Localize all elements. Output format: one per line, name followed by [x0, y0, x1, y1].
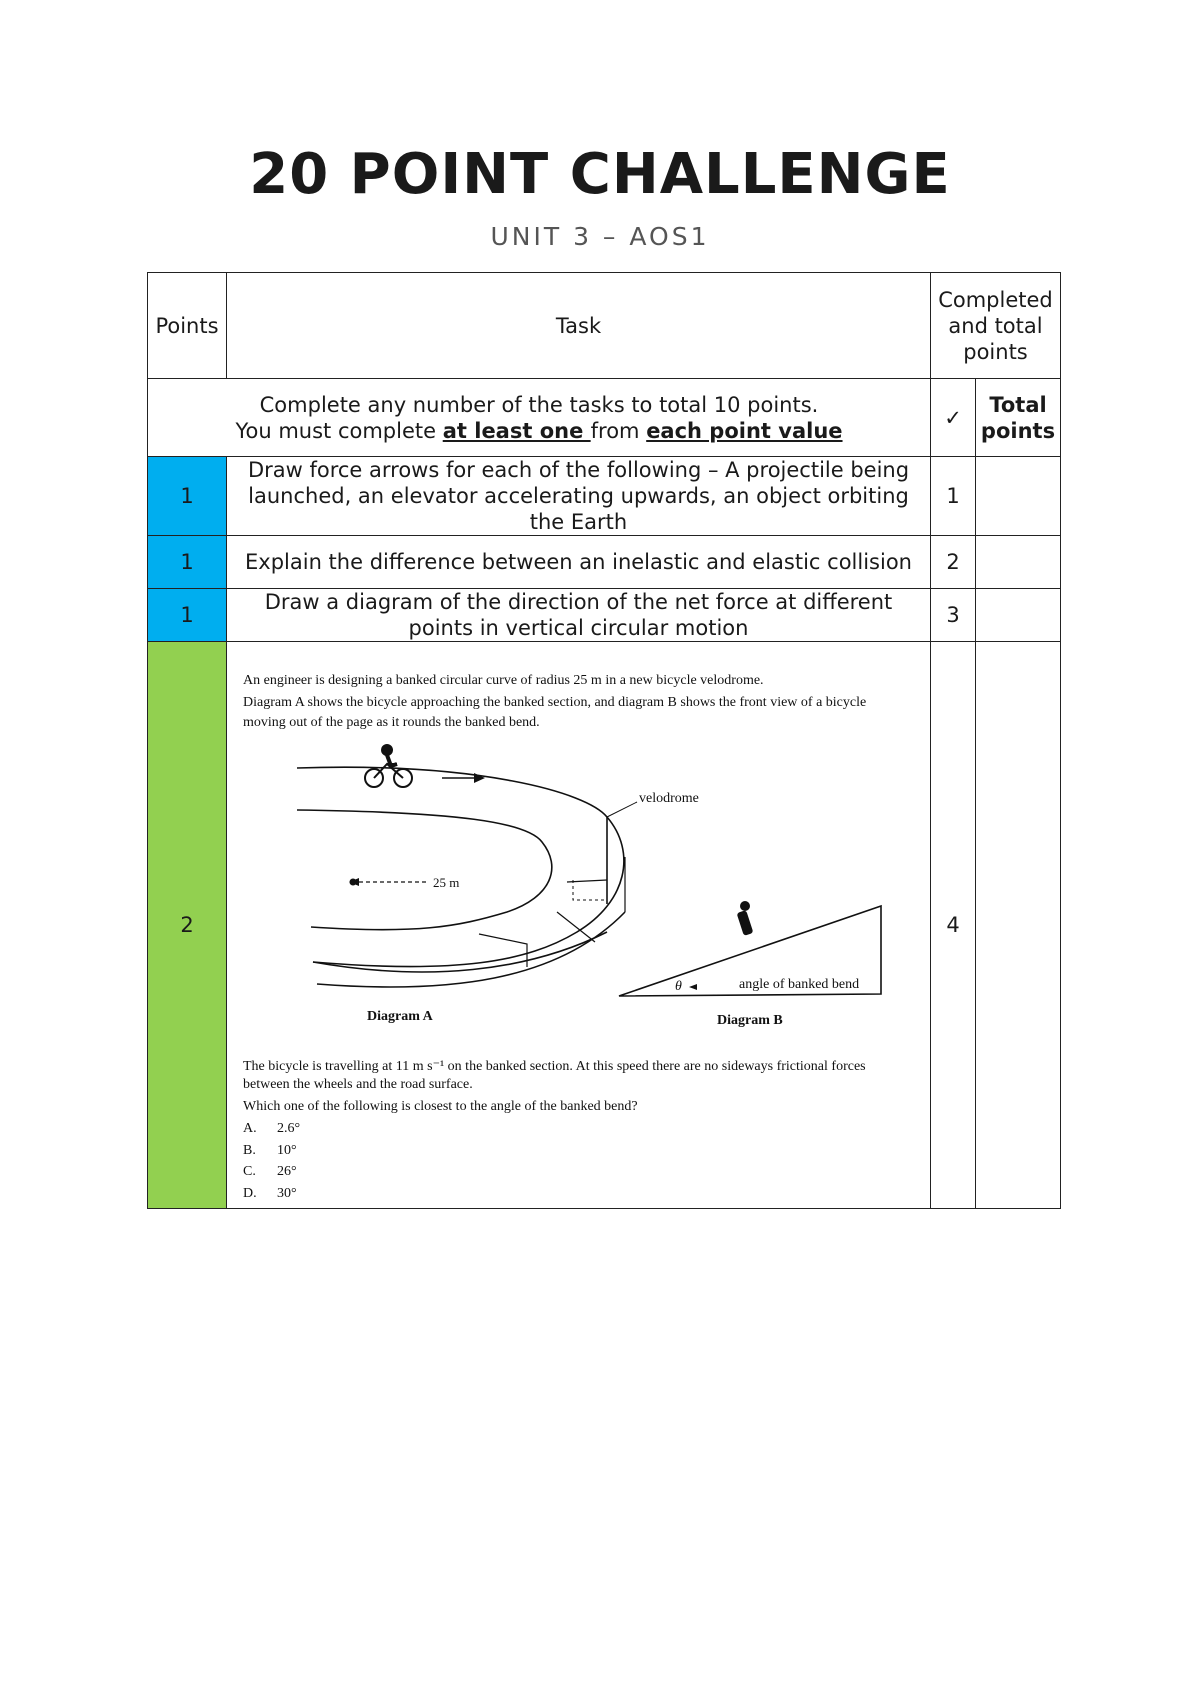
task-total-cell[interactable] — [976, 536, 1061, 589]
instructions-text-a: You must complete — [235, 418, 443, 443]
task-number: 4 — [931, 642, 976, 1209]
angle-arrow-icon — [689, 984, 697, 990]
instructions-line-2 — [152, 418, 926, 444]
question-figure-cell — [227, 642, 931, 1209]
radius-label: 25 m — [433, 875, 460, 890]
option-letter: C. — [243, 1164, 256, 1179]
header-points: Points — [148, 273, 227, 379]
instructions-row — [148, 379, 1061, 457]
instructions-emphasis-2: each point value — [646, 418, 843, 443]
diagram-a-caption: Diagram A — [367, 1009, 433, 1024]
option-text: 10° — [277, 1143, 297, 1158]
task-points: 2 — [148, 642, 227, 1209]
task-points: 1 — [148, 536, 227, 589]
task-row — [148, 589, 1061, 642]
task-points: 1 — [148, 589, 227, 642]
cyclist-front-icon — [737, 901, 754, 936]
task-points: 1 — [148, 457, 227, 536]
diagram-a — [297, 767, 637, 987]
instructions-cell — [148, 379, 931, 457]
header-row — [148, 273, 1061, 379]
task-text: Draw force arrows for each of the following – A projectile being launched, an elevator accelerating upwards, an object orbiting the Earth — [227, 457, 931, 536]
task-number: 3 — [931, 589, 976, 642]
instructions-text-b: from — [590, 418, 647, 443]
task-text: Explain the difference between an inelastic and elastic collision — [227, 536, 931, 589]
task-number: 2 — [931, 536, 976, 589]
option-letter: B. — [243, 1143, 256, 1158]
question-body-line-1: The bicycle is travelling at 11 m s⁻¹ on the banked section. At this speed there are no sideways frictional forces — [243, 1059, 866, 1074]
center-point-icon — [350, 879, 357, 886]
task-total-cell[interactable] — [976, 457, 1061, 536]
option-letter: A. — [243, 1121, 257, 1136]
option-letter: D. — [243, 1186, 257, 1201]
angle-label: angle of banked bend — [739, 977, 860, 992]
task-total-cell[interactable] — [976, 642, 1061, 1209]
question-body-line-2: between the wheels and the road surface. — [243, 1077, 473, 1092]
velodrome-label: velodrome — [639, 791, 699, 806]
instructions-line-1: Complete any number of the tasks to total 10 points. — [259, 392, 819, 417]
question-prompt: Which one of the following is closest to the angle of the banked bend? — [243, 1099, 638, 1114]
check-mark-icon: ✓ — [931, 379, 976, 457]
question-intro-line-2: Diagram A shows the bicycle approaching the banked section, and diagram B shows the front view of a bicycle — [243, 695, 867, 710]
task-text: Draw a diagram of the direction of the net force at different points in vertical circular motion — [227, 589, 931, 642]
velodrome-question-figure — [227, 642, 930, 1202]
header-task: Task — [227, 273, 931, 379]
challenge-table — [147, 272, 1061, 1209]
page-subtitle: UNIT 3 – AOS1 — [490, 222, 710, 251]
task-total-cell[interactable] — [976, 589, 1061, 642]
option-text: 30° — [277, 1186, 297, 1201]
cyclist-icon — [365, 745, 412, 787]
task-row — [148, 536, 1061, 589]
header-completed: Completed and total points — [931, 273, 1061, 379]
theta-label: θ — [675, 979, 682, 994]
option-text: 26° — [277, 1164, 297, 1179]
option-text: 2.6° — [277, 1121, 301, 1136]
total-points-label: Total points — [976, 379, 1061, 457]
diagram-b-caption: Diagram B — [717, 1013, 783, 1028]
page-title: 20 POINT CHALLENGE — [249, 142, 951, 207]
question-intro-line-1: An engineer is designing a banked circular curve of radius 25 m in a new bicycle velodrome. — [243, 673, 764, 688]
task-number: 1 — [931, 457, 976, 536]
task-row — [148, 457, 1061, 536]
instructions-emphasis-1: at least one — [442, 418, 591, 443]
task-row — [148, 642, 1061, 1209]
motion-arrow-icon — [474, 773, 485, 783]
question-intro-line-3: moving out of the page as it rounds the banked bend. — [243, 715, 540, 730]
